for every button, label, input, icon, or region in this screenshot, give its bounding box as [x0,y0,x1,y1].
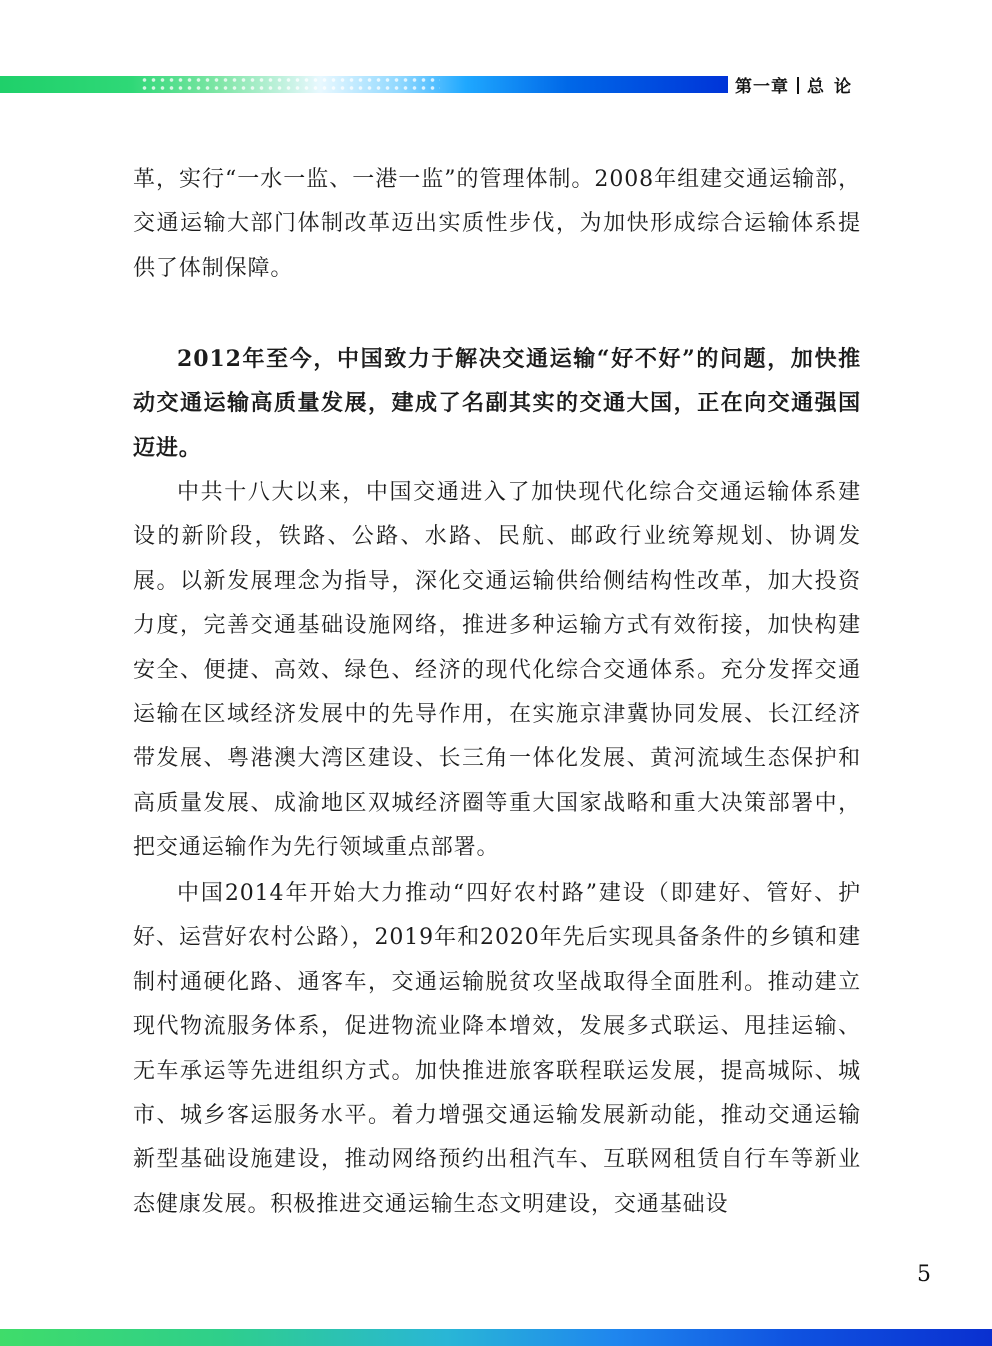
header-dot-pattern [140,76,440,93]
chapter-title: 总论 [807,77,861,97]
running-header [735,72,861,96]
page-number: 5 [917,1262,931,1287]
paragraph-text: 2012年至今，中国致力于解决交通运输“好不好”的问题，加快推动交通运输高质量发展，建成了名副其实的交通大国，正在向交通强国迈进。 [133,346,861,461]
chapter-label: 第一章 [735,77,789,97]
body-paragraph-4 [133,872,861,1227]
paragraph-text: 中国2014年开始大力推动“四好农村路”建设（即建好、管好、护好、运营好农村公路），2019年和2020年先后实现具备条件的乡镇和建制村通硬化路、通客车，交通运输脱贫攻坚战取得全面胜利。推动建立现代物流服务体系，促进物流业降本增效，发展多式联运、甩挂运输、无车承运等先进组织方式。加快推进旅客联程联运发展，提高城际、城市、城乡客运服务水平。着力增强交通运输发展新动能，推动交通运输新型基础设施建设，推动网络预约出租汽车、互联网租赁自行车等新业态健康发展。积极推进交通运输生态文明建设，交通基础设 [133,881,861,1217]
footer-decorative-bar [0,1329,992,1346]
paragraph-text: 中共十八大以来，中国交通进入了加快现代化综合交通运输体系建设的新阶段，铁路、公路、水路、民航、邮政行业统筹规划、协调发展。以新发展理念为指导，深化交通运输供给侧结构性改革，加大投资力度，完善交通基础设施网络，推进多种运输方式有效衔接，加快构建安全、便捷、高效、绿色、经济的现代化综合交通体系。充分发挥交通运输在区域经济发展中的先导作用，在实施京津冀协同发展、长江经济带发展、粤港澳大湾区建设、长三角一体化发展、黄河流域生态保护和高质量发展、成渝地区双城经济圈等重大国家战略和重大决策部署中，把交通运输作为先行领域重点部署。 [133,480,861,861]
body-paragraph-1 [133,158,861,291]
body-paragraph-3 [133,471,861,871]
header-divider [797,77,799,94]
section-lead-paragraph [133,337,861,470]
paragraph-text: 革，实行“一水一监、一港一监”的管理体制。2008年组建交通运输部，交通运输大部门体制改革迈出实质性步伐，为加快形成综合运输体系提供了体制保障。 [133,167,861,281]
